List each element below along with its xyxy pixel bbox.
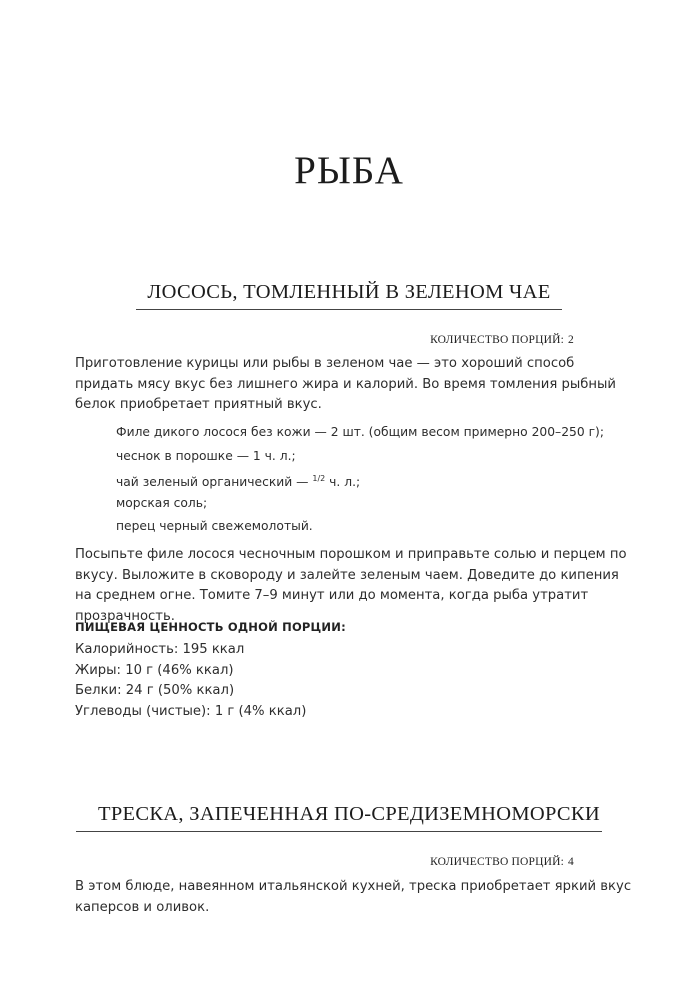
servings-info: [430, 334, 574, 346]
servings-value: 2: [568, 334, 574, 346]
recipe-title-cod: ТРЕСКА, ЗАПЕЧЕННАЯ ПО-СРЕДИЗЕМНОМОРСКИ: [98, 803, 600, 825]
nutrition-list: [75, 640, 306, 722]
ingredient-item: перец черный свежемолотый.: [116, 519, 313, 533]
nutrition-item: Белки: 24 г (50% ккал): [75, 683, 235, 698]
chapter-title: РЫБА: [294, 149, 404, 192]
servings-value: 4: [568, 856, 574, 868]
title-underline: [76, 831, 602, 832]
recipe-intro: Приготовление курицы или рыбы в зеленом чае — это хороший способ придать мясу вкус без лишнего жира и калорий. Во время томления рыбный белок приобретает приятный вкус.: [75, 356, 616, 412]
nutrition-item: Жиры: 10 г (46% ккал): [75, 662, 234, 678]
ingredient-item: чай зеленый органический — $^{1/2}$ ч. л.;: [116, 474, 361, 490]
ingredient-item: Филе дикого лосося без кожи — 2 шт. (общим весом примерно 200–250 г);: [116, 425, 604, 439]
nutrition-item: Калорийность: 195 ккал: [75, 642, 245, 657]
nutrition-item: Углеводы (чистые): 1 г (4% ккал): [75, 703, 307, 719]
ingredient-item: морская соль;: [116, 495, 208, 510]
ingredient-item: чеснок в порошке — 1 ч. л.;: [116, 448, 296, 463]
nutrition-heading: ПИЩЕВАЯ ЦЕННОСТЬ ОДНОЙ ПОРЦИИ:: [75, 620, 346, 634]
title-underline: [136, 309, 562, 310]
fraction: 1/2: [312, 474, 326, 483]
recipe-intro: В этом блюде, навеянном итальянской кухней, треска приобретает яркий вкус каперсов и оливок.: [75, 879, 632, 915]
servings-label: КОЛИЧЕСТВО ПОРЦИЙ:: [430, 856, 565, 868]
recipe-title-salmon: ЛОСОСЬ, ТОМЛЕННЫЙ В ЗЕЛЕНОМ ЧАЕ: [147, 281, 551, 303]
recipe-method: Посыпьте филе лосося чесночным порошком и приправьте солью и перцем по вкусу. Выложите в сковороду и залейте зеленым чаем. Доведите до кипения на среднем огне. Томите 7–9 минут или до момента, когда рыба утратит прозрачность.: [75, 547, 627, 624]
ingredient-list: [116, 423, 604, 541]
servings-label: КОЛИЧЕСТВО ПОРЦИЙ:: [430, 334, 565, 346]
servings-info: [430, 856, 574, 868]
